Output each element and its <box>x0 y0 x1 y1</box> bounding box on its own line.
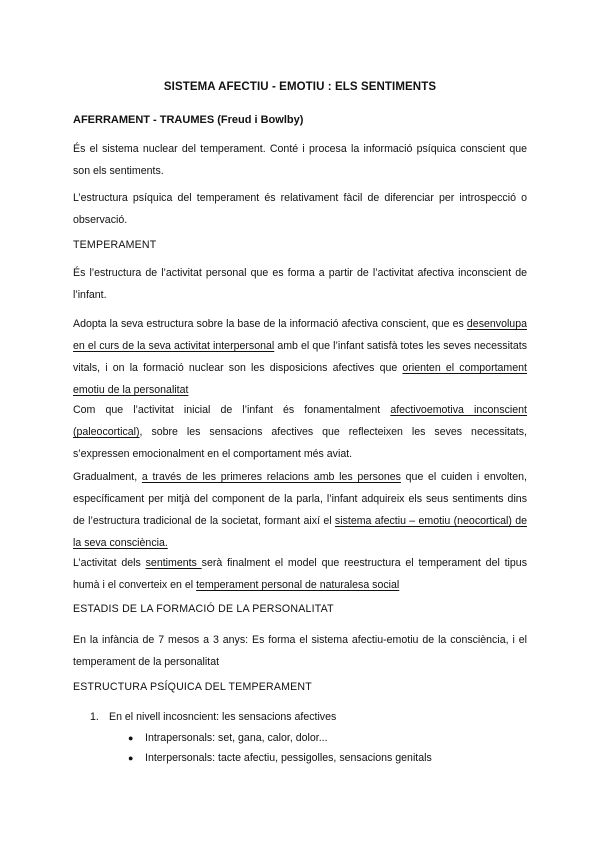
paragraph-adopts-structure <box>73 313 527 401</box>
paragraph-temperament-definition: És l’estructura de l’activitat personal que es forma a partir de l’activitat afectiva inconscient de l’infant. <box>73 267 527 301</box>
numbered-list-item <box>90 711 336 723</box>
underlined-phrase: sentiments <box>145 557 202 569</box>
underlined-phrase: temperament personal de naturalesa social <box>196 579 400 591</box>
heading-temperament: TEMPERAMENT <box>73 239 157 251</box>
paragraph-gradually <box>73 466 527 554</box>
document-subtitle: AFERRAMENT - TRAUMES (Freud i Bowlby) <box>73 114 304 126</box>
bullet-text: Interpersonals: tacte afectiu, pessigolles, sensacions genitals <box>145 752 432 764</box>
underlined-phrase: sistema afectiu – emotiu (neocortical) de la seva consciència. <box>73 515 528 549</box>
text-segment: L’activitat dels <box>73 557 146 569</box>
bullet-item-intrapersonal <box>128 732 328 744</box>
text-segment: Adopta la seva estructura sobre la base de la informació afectiva conscient, que es <box>73 318 467 330</box>
text-segment: Gradualment, <box>73 471 142 483</box>
text-segment: , sobre les sensacions afectives que reflecteixen les seves necessitats, s’expressen emocionalment en el comportament més aviat. <box>73 426 527 460</box>
underlined-phrase: desenvolupa en el curs de la seva activitat interpersonal <box>73 318 527 352</box>
bullet-item-interpersonal <box>128 752 432 764</box>
list-number: 1. <box>90 711 99 723</box>
underlined-phrase: orienten el comportament emotiu de la personalitat <box>73 362 527 396</box>
bullet-icon: ● <box>128 733 134 743</box>
underlined-phrase: a través de les primeres relacions amb les persones <box>141 471 401 483</box>
paragraph-nuclear-system: És el sistema nuclear del temperament. Conté i procesa la informació psíquica conscient que son els sentiments. <box>73 143 527 177</box>
text-segment: Com que l’activitat inicial de l’infant és fonamentalment <box>73 404 391 416</box>
underlined-phrase: afectivoemotiva inconscient (paleocortical) <box>73 404 527 438</box>
text-segment: amb el que l’infant satisfà totes les seves necessitats vitals, i on la formació nuclear son les disposicions afectives que <box>73 340 528 374</box>
paragraph-psychic-structure: L’estructura psíquica del temperament és relativament fàcil de diferenciar per introspecció o observació. <box>73 192 527 226</box>
heading-psychic-structure: ESTRUCTURA PSÍQUICA DEL TEMPERAMENT <box>73 681 312 693</box>
paragraph-initial-activity <box>73 399 527 465</box>
bullet-icon: ● <box>128 753 134 763</box>
paragraph-feelings-activity <box>73 552 527 596</box>
paragraph-infancy: En la infància de 7 mesos a 3 anys: Es forma el sistema afectiu-emotiu de la consciència, i el temperament de la personalitat <box>73 634 527 668</box>
text-segment: que el cuiden i envolten, específicament per mitjà del component de la parla, l’infant adquireix els seus sentiments dins de l’estructura tradicional de la societat, formant així el <box>73 471 527 527</box>
document-title: SISTEMA AFECTIU - EMOTIU : ELS SENTIMENTS <box>163 81 437 93</box>
bullet-text: Intrapersonals: set, gana, calor, dolor... <box>145 732 328 744</box>
list-item-text: En el nivell incosncient: les sensacions afectives <box>109 711 337 723</box>
text-segment: serà finalment el model que reestructura el temperament del tipus humà i el converteix en el <box>73 557 527 591</box>
heading-stages: ESTADIS DE LA FORMACIÓ DE LA PERSONALITAT <box>73 603 334 615</box>
